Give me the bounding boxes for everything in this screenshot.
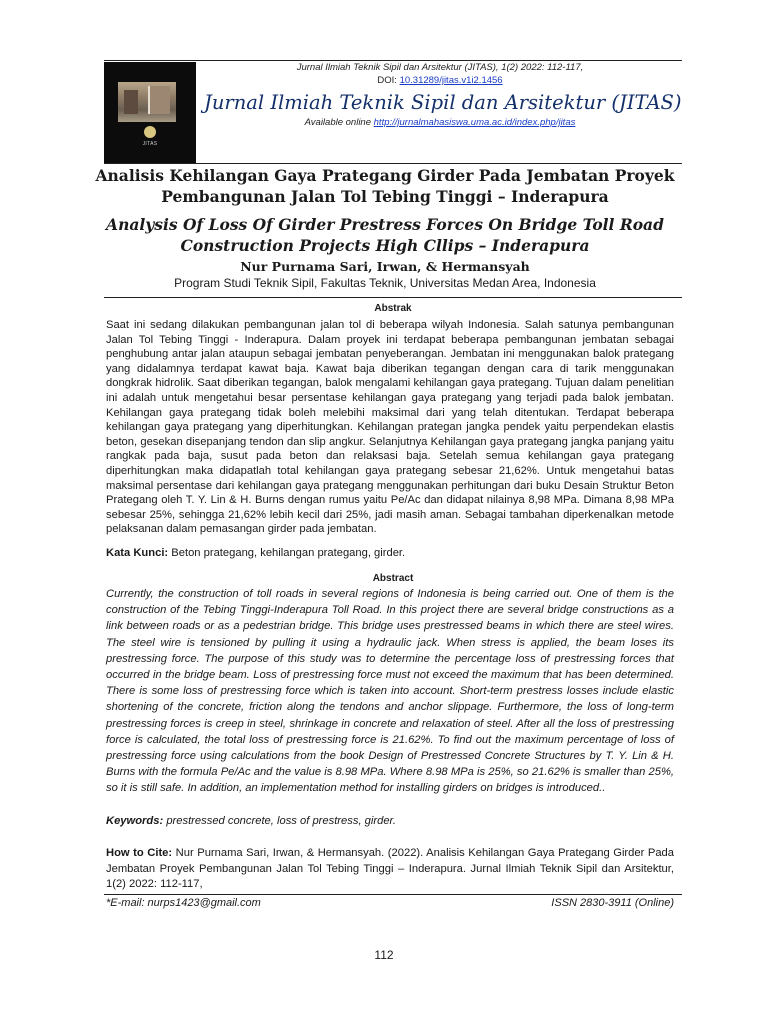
header-top-rule xyxy=(104,60,682,61)
kata-kunci-label: Kata Kunci: xyxy=(106,547,169,559)
abstrak-heading: Abstrak xyxy=(374,303,412,314)
issn: ISSN 2830-3911 (Online) xyxy=(551,897,674,909)
abstrak-text: Saat ini sedang dilakukan pembangunan jalan tol di beberapa wilyah Indonesia. Salah satunya pembangunan Jalan Tol Tebing Tinggi - Inderapura. Dalam proyek ini terdapat beberapa pembangunan jembatan sebagai penghubung antar jalan ataupun sebagai jembatan penyeberangan. Jembatan ini menggunakan balok prategang yang didalamnya terdapat kawat baja. Kawat baja diberikan tegangan dengan cara di tarik menggunakan dongkrak hidrolik. Saat diberikan tegangan, balok mengalami kehilangan gaya prategang. Tujuan dalam penelitian ini adalah untuk mengetahui besar persentase kehilangan gaya prategang yang terjadi pada balok jembatan. Kehilangan gaya prategang tidak boleh melebihi maksimal dari yang telah ditentukan. Terdapat beberapa kehilangan gaya prategang yang diperhitungkan. Kehilangan prategan jangka pendek yaitu perpendekan elastis beton, gesekan disepanjang tendon dan slip angkur. Selanjutnya Kehilangan gaya prategang jangka panjang yaitu rangkak pada baja, susut pada beton dan relaksasi baja. Setelah semua kehilangan gaya prategang diperhitungkan maka didapatlah total kehilangan gaya prategang sebesar 21,62%. Untuk mengetahui batas maksimal persentase dari kehilangan gaya prategang menggunakan perhitungan dari buku Desain Struktur Beton Prategang oleh T. Y. Lin & H. Burns dengan rumus yaitu Pe/Ac dan didapat nilainya 8,98 MPa. Dimana 8,98 MPa sebesar 25%, sehingga 21,62% lebih kecil dari 25%, jadi masih aman. Sebagai tambahan diperkenalkan metode pelaksanan dalam pemasangan girder pada jembatan. xyxy=(106,319,674,536)
page-number: 112 xyxy=(374,948,394,962)
cover-logo xyxy=(144,126,156,138)
footer-rule xyxy=(104,894,682,895)
abstract-text: Currently, the construction of toll roads in several regions of Indonesia is being carried out. One of them is the construction of the Tebing Tinggi-Inderapura Toll Road. In this project there are several bridge constructions as a link between roads or as a pedestrian bridge. This bridge uses prestressed beams in which there are steel wires. The steel wire is tensioned by pulling it using a hydraulic jack. When stress is applied, the beam loses its prestressing force. The purpose of this study was to determine the percentage loss of prestressing forces that occurred in the bridge beam. Loss of prestressing force must not exceed the maximum that has been determined. There is some loss of prestressing force which is taken into account. Short-term prestress losses include elastic shortening of the concrete, friction along the tendons and anchor slippage. Furthermore, the loss of long-term prestressing forces is creep in steel, shrinkage in concrete and relaxation of steel. After all the loss of prestressing force is calculated, the total loss of prestressing force is 21.62%. To find out the maximum percentage of loss of prestressing force using calculations from the book Design of Prestressed Concrete Structures by T. Y. Lin & H. Burns with the formula Pe/Ac and the value is 8.98 MPa. Where 8.98 MPa is 25%, so 21.62% is smaller than 25%, so it is still safe. In addition, an implementation method for installing girders on bridges is introduced.. xyxy=(106,588,674,795)
journal-citation-line: Jurnal Ilmiah Teknik Sipil dan Arsitektur (JITAS), 1(2) 2022: 112-117, xyxy=(296,62,584,73)
doi-line xyxy=(200,75,680,86)
abstract-heading: Abstract xyxy=(372,573,414,584)
cover-photo xyxy=(118,82,176,122)
cover-text: JITAS xyxy=(142,141,158,147)
how-to-cite-label: How to Cite: xyxy=(106,847,173,859)
doi-link[interactable]: 10.31289/jitas.v1i2.1456 xyxy=(399,75,503,86)
journal-url-link[interactable]: http://jurnalmahasiswa.uma.ac.id/index.php/jitas xyxy=(373,117,576,128)
keywords-value: prestressed concrete, loss of prestress, girder. xyxy=(166,815,396,827)
available-label: Available online xyxy=(304,117,371,128)
how-to-cite xyxy=(106,846,674,893)
kata-kunci xyxy=(106,547,674,559)
header-bottom-rule xyxy=(104,163,682,164)
kata-kunci-value: Beton prategang, kehilangan prategang, girder. xyxy=(171,547,406,559)
authors: Nur Purnama Sari, Irwan, & Hermansyah xyxy=(240,259,530,274)
keywords-label: Keywords: xyxy=(106,815,164,827)
title-english: Analysis Of Loss Of Girder Prestress Forces On Bridge Toll Road Construction Projects High Cllips – Inderapura xyxy=(106,215,664,255)
title-indonesian: Analisis Kehilangan Gaya Prategang Girder Pada Jembatan Proyek Pembangunan Jalan Tol Tebing Tinggi – Inderapura xyxy=(95,166,675,206)
doi-label: DOI: xyxy=(377,75,397,86)
how-to-cite-text: Nur Purnama Sari, Irwan, & Hermansyah. (2022). Analisis Kehilangan Gaya Prategang Girder Pada Jembatan Proyek Pembangunan Jalan Tol Tebing Tinggi – Inderapura. Jurnal Ilmiah Teknik Sipil dan Arsitektur, 1(2) 2022: 112-117, xyxy=(106,847,674,890)
keywords xyxy=(106,815,674,827)
journal-title: Jurnal Ilmiah Teknik Sipil dan Arsitektur (JITAS) xyxy=(204,91,682,114)
affiliation: Program Studi Teknik Sipil, Fakultas Teknik, Universitas Medan Area, Indonesia xyxy=(174,276,596,290)
available-online-line xyxy=(200,117,680,128)
corresponding-email: *E-mail: nurps1423@gmail.com xyxy=(106,897,261,909)
abstrak-top-rule xyxy=(104,297,682,298)
journal-cover-image xyxy=(104,62,196,163)
